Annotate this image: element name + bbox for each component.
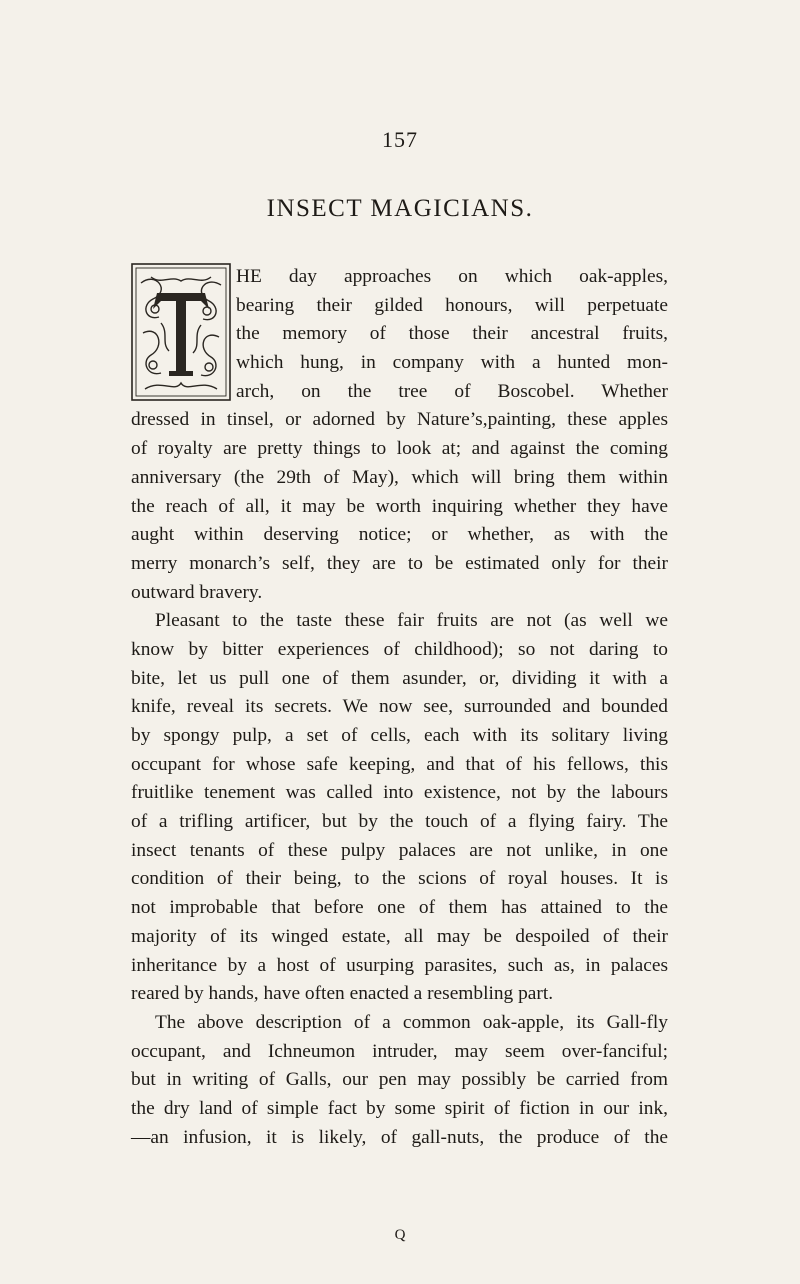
text-line: The above description of a common oak-apple, its Gall-fly [155, 1011, 668, 1033]
text-line: the dry land of simple fact by some spirit of fiction in our ink, [131, 1097, 668, 1119]
text-line: Pleasant to the taste these fair fruits are not (as well we [155, 610, 668, 632]
signature-mark: Q [394, 1227, 406, 1243]
page-number: 157 [382, 127, 418, 152]
text-line: insect tenants of these pulpy palaces are not unlike, in one [131, 839, 668, 861]
text-line: occupant for whose safe keeping, and that of his fellows, this [131, 753, 668, 775]
text-line: majority of its winged estate, all may be despoiled of their [131, 925, 668, 947]
text-line: anniversary (the 29th of May), which will bring them within [131, 466, 668, 488]
text-line: aught within deserving notice; or whether, as with the [131, 524, 668, 546]
text-line: reared by hands, have often enacted a resembling part. [131, 983, 554, 1005]
text-line: knife, reveal its secrets. We now see, surrounded and bounded [131, 696, 668, 718]
text-line: of royalty are pretty things to look at; and against the coming [131, 438, 668, 460]
text-line: bite, let us pull one of them asunder, or, dividing it with a [131, 667, 668, 689]
text-line: the reach of all, it may be worth inquiring whether they have [131, 495, 668, 517]
text-line: by spongy pulp, a set of cells, each with its solitary living [131, 725, 668, 746]
text-line: HE day approaches on which oak-apples, [236, 266, 668, 287]
body-text [131, 263, 668, 1152]
text-line: of a trifling artificer, but by the touch of a flying fairy. The [131, 811, 668, 833]
text-line: but in writing of Galls, our pen may possibly be carried from [131, 1069, 668, 1091]
text-line: the memory of those their ancestral fruits, [236, 323, 668, 345]
text-line: occupant, and Ichneumon intruder, may seem over-fanciful; [131, 1040, 668, 1062]
text-line: condition of their being, to the scions of royal houses. It is [131, 868, 668, 890]
text-line: merry monarch’s self, they are to be estimated only for their [131, 552, 668, 574]
text-line: not improbable that before one of them has attained to the [131, 897, 668, 919]
chapter-title: INSECT MAGICIANS. [266, 195, 534, 222]
text-line: outward bravery. [131, 581, 263, 603]
text-line: bearing their gilded honours, will perpetuate [236, 294, 668, 316]
text-line: which hung, in company with a hunted mon- [236, 352, 668, 374]
text-line: inheritance by a host of usurping parasites, such as, in palaces [131, 954, 668, 976]
text-line: fruitlike tenement was called into existence, not by the labours [131, 782, 668, 804]
text-line: —an infusion, it is likely, of gall-nuts, the produce of the [131, 1126, 668, 1148]
text-line: know by bitter experiences of childhood); so not daring to [131, 638, 668, 660]
text-line: arch, on the tree of Boscobel. Whether [236, 380, 668, 402]
text-line: dressed in tinsel, or adorned by Nature’s,painting, these apples [131, 409, 668, 431]
